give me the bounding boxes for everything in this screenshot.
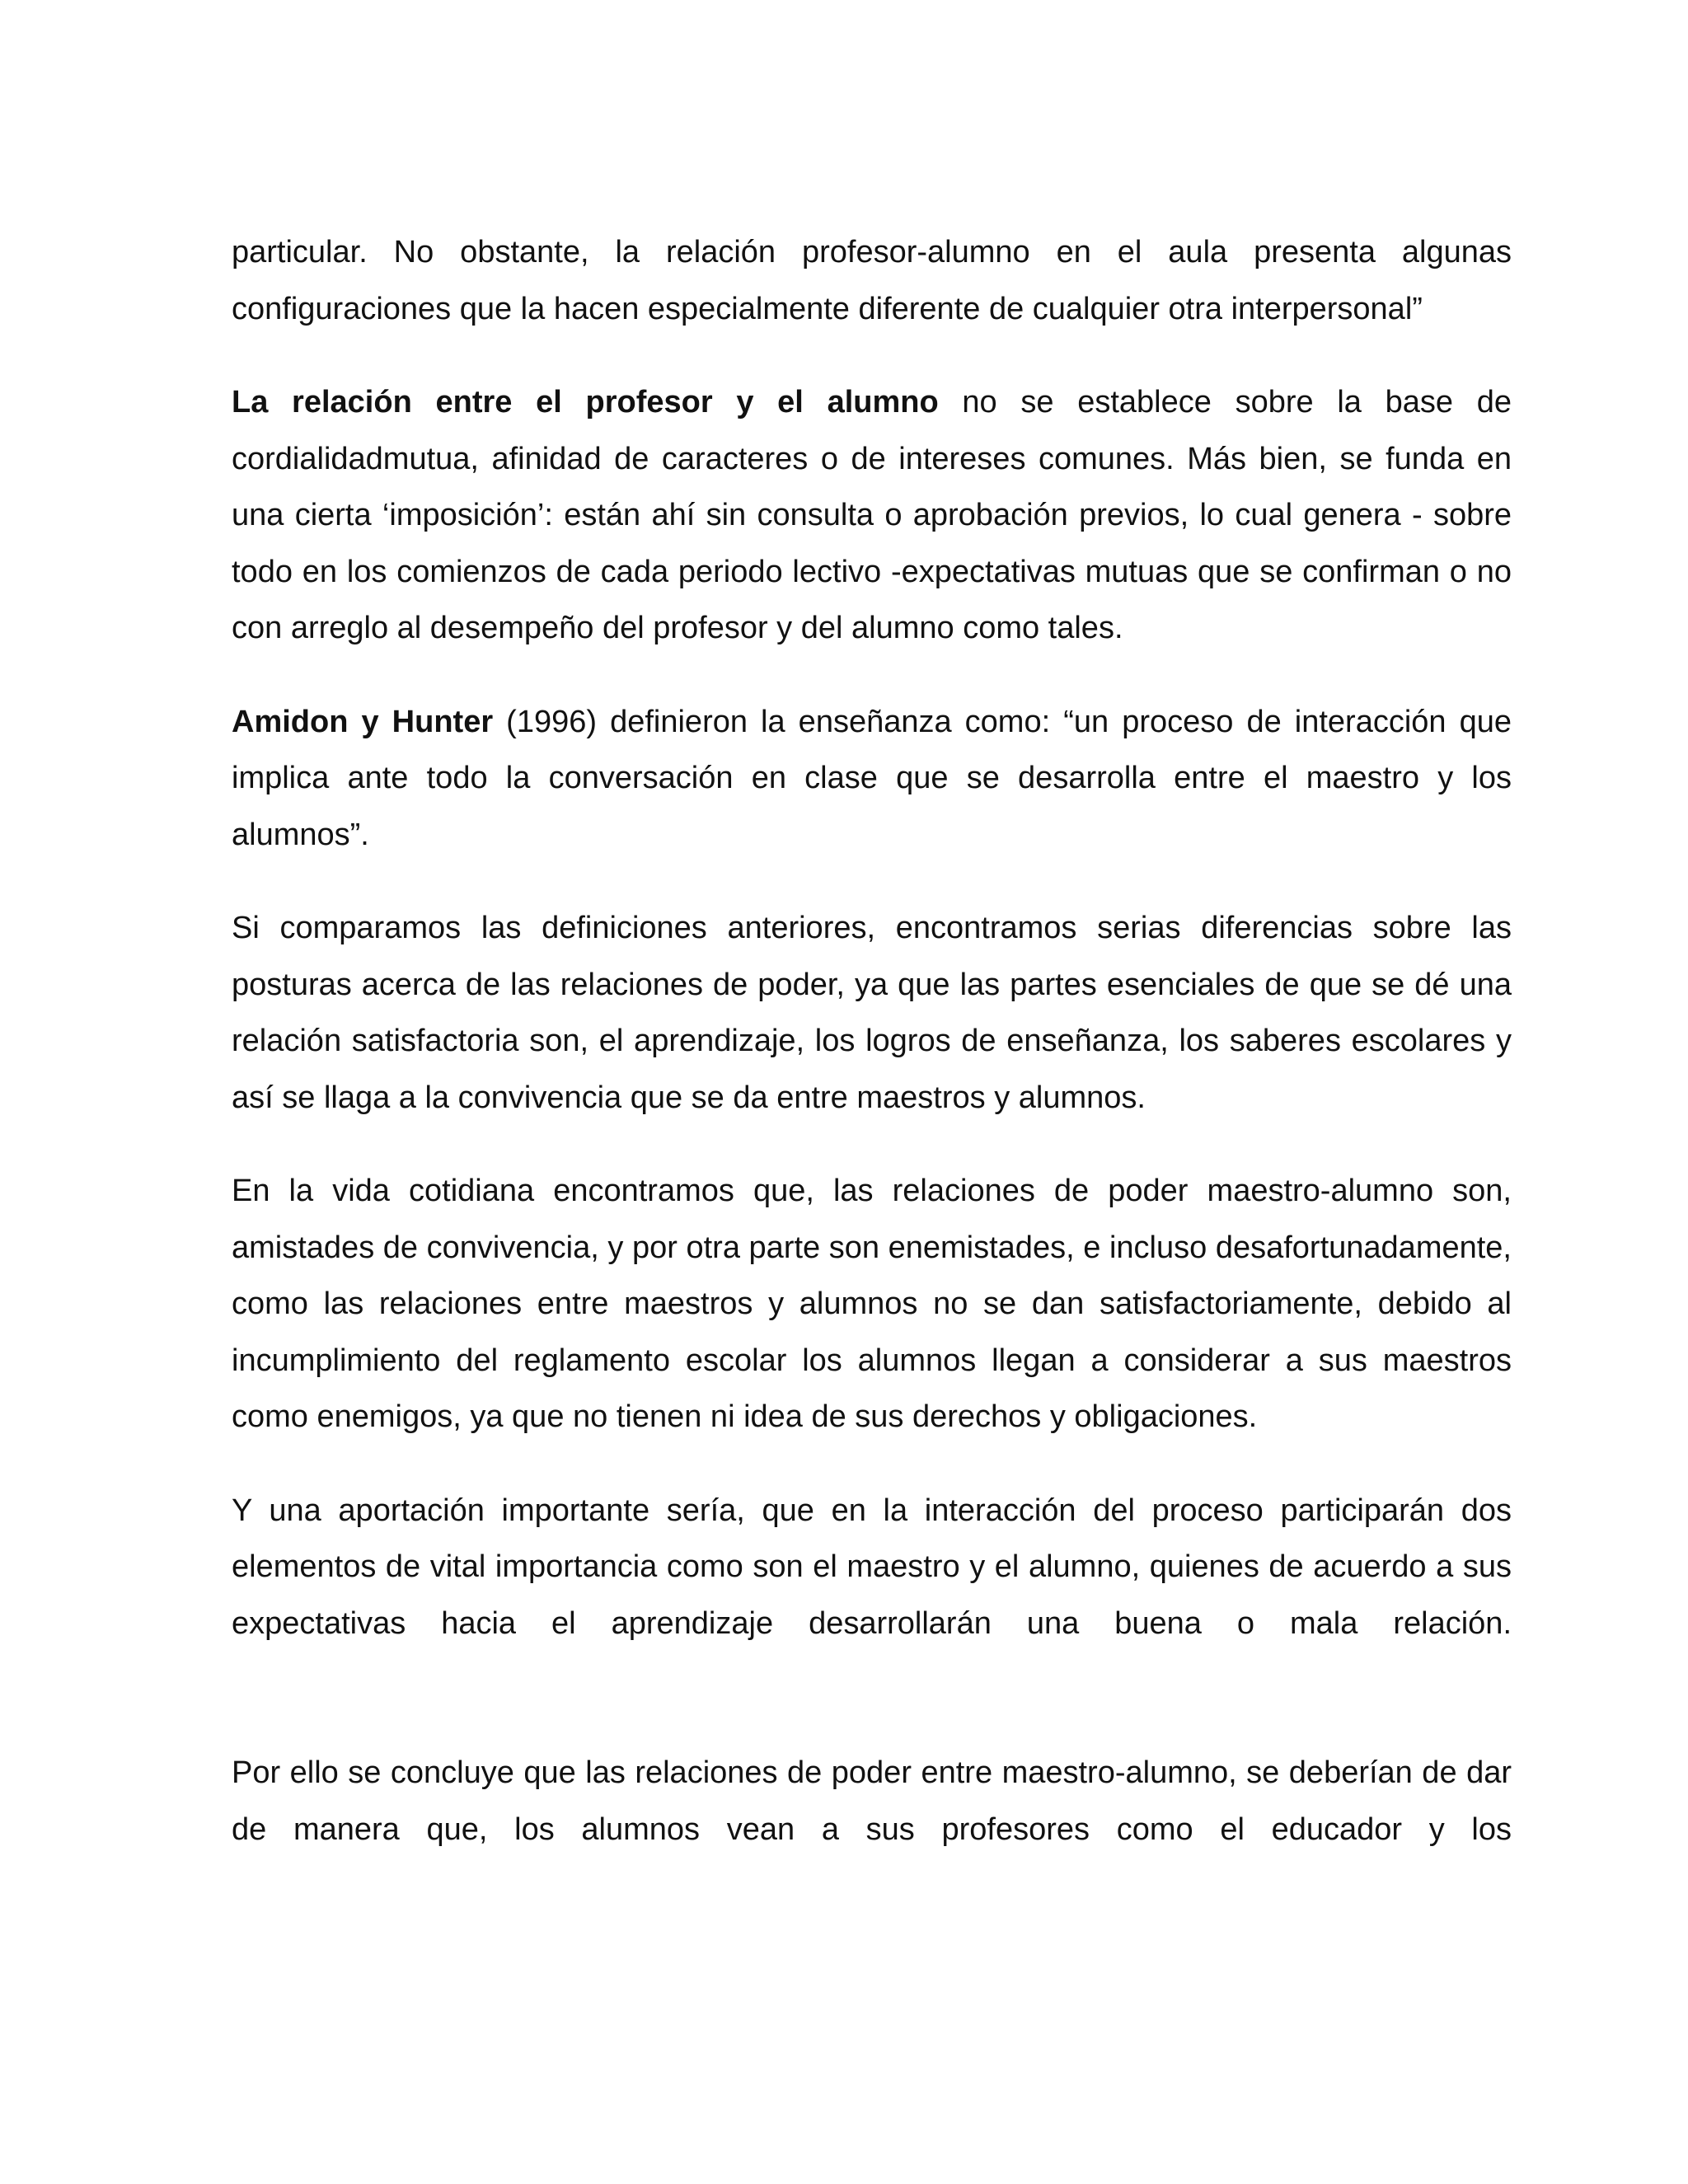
paragraph-5 xyxy=(232,1163,1512,1446)
paragraph-6 xyxy=(232,1483,1512,1652)
paragraph-6-text: Y una aportación importante sería, que en la interacción del proceso participarán dos elementos de vital importancia como son el maestro y el alumno, quienes de acuerdo a sus expectativas hacia el aprendizaje desarrollarán una buena o mala relación. xyxy=(232,1493,1512,1641)
paragraph-1 xyxy=(232,224,1512,337)
paragraph-4-text: Si comparamos las definiciones anteriores, encontramos serias diferencias sobre las posturas acerca de las relaciones de poder, ya que las partes esenciales de que se dé una relación satisfactoria son, el aprendizaje, los logros de enseñanza, los saberes escolares y así se llaga a la convivencia que se da entre maestros y alumnos. xyxy=(232,911,1512,1115)
paragraph-3-bold-lead: Amidon y Hunter xyxy=(232,704,494,739)
document-body xyxy=(232,224,1512,1895)
paragraph-2-bold-lead: La relación entre el profesor y el alumno xyxy=(232,385,939,419)
paragraph-2 xyxy=(232,374,1512,657)
paragraph-4 xyxy=(232,900,1512,1126)
paragraph-7-text: Por ello se concluye que las relaciones de poder entre maestro-alumno, se deberían de dar de manera que, los alumnos vean a sus profesores como el educador y los xyxy=(232,1755,1512,1847)
paragraph-1-text: particular. No obstante, la relación profesor-alumno en el aula presenta algunas configuraciones que la hacen especialmente diferente de cualquier otra interpersonal” xyxy=(232,235,1512,326)
paragraph-5-text: En la vida cotidiana encontramos que, las relaciones de poder maestro-alumno son, amistades de convivencia, y por otra parte son enemistades, e incluso desafortunadamente, como las relaciones entre maestros y alumnos no se dan satisfactoriamente, debido al incumplimiento del reglamento escolar los alumnos llegan a considerar a sus maestros como enemigos, ya que no tienen ni idea de sus derechos y obligaciones. xyxy=(232,1174,1512,1434)
paragraph-3 xyxy=(232,694,1512,864)
paragraph-2-text: no se establece sobre la base de cordialidadmutua, afinidad de caracteres o de intereses comunes. Más bien, se funda en una cierta ‘imposición’: están ahí sin consulta o aprobación previos, lo cual genera - sobre todo en los comienzos de cada periodo lectivo -expectativas mutuas que se confirman o no con arreglo al desempeño del profesor y del alumno como tales. xyxy=(232,385,1512,645)
paragraph-7 xyxy=(232,1745,1512,1858)
paragraph-3-text: (1996) definieron la enseñanza como: “un proceso de interacción que implica ante todo la conversación en clase que se desarrolla entre el maestro y los alumnos”. xyxy=(232,704,1512,852)
